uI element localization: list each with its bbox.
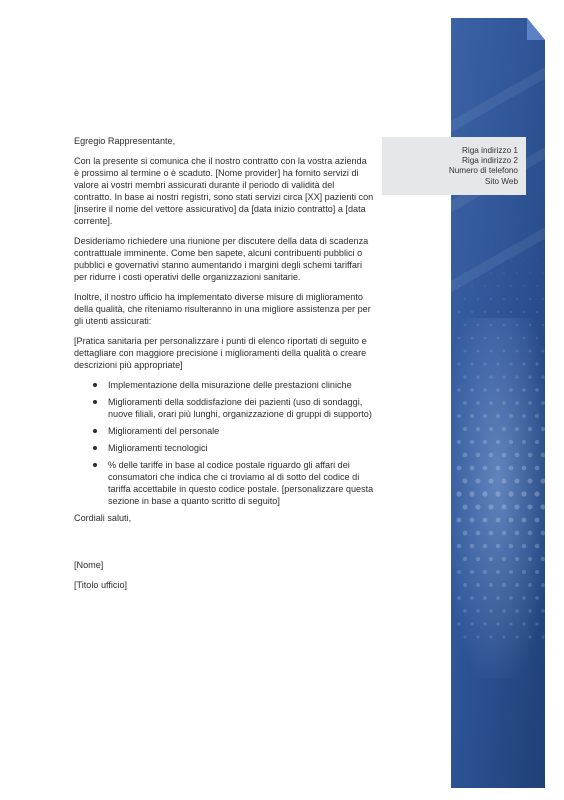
bokeh-dot bbox=[503, 220, 504, 221]
bokeh-dot bbox=[476, 583, 480, 587]
list-item: Miglioramenti della soddisfazione dei pazienti (uso di sondaggi, nuove filiali, orari più lunghi, organizzazione di gruppi di supporto) bbox=[108, 396, 374, 420]
bokeh-dot bbox=[463, 479, 468, 484]
bokeh-dot bbox=[509, 466, 514, 471]
bokeh-dot bbox=[534, 491, 539, 496]
bokeh-dot bbox=[471, 233, 472, 234]
bokeh-dot bbox=[476, 609, 479, 612]
bokeh-dot bbox=[458, 337, 461, 340]
bokeh-dot bbox=[510, 259, 512, 261]
bokeh-dot bbox=[483, 544, 487, 548]
bokeh-dot bbox=[510, 311, 512, 313]
bokeh-dot bbox=[463, 427, 467, 431]
bokeh-dot bbox=[542, 298, 544, 300]
phone-number: Numero di telefono bbox=[448, 166, 518, 176]
bokeh-dot bbox=[464, 324, 467, 327]
bokeh-dot bbox=[458, 285, 460, 287]
bokeh-dot bbox=[535, 596, 539, 600]
bokeh-dot bbox=[522, 440, 526, 444]
bokeh-dot bbox=[509, 596, 513, 600]
bokeh-dot bbox=[515, 427, 519, 431]
bokeh-dot bbox=[541, 427, 545, 431]
bokeh-dot bbox=[529, 220, 530, 221]
bokeh-dot bbox=[536, 311, 538, 313]
bokeh-dot bbox=[509, 570, 513, 574]
bokeh-dot bbox=[529, 272, 531, 274]
bokeh-dot bbox=[484, 233, 485, 234]
bokeh-dot bbox=[476, 427, 480, 431]
bokeh-dot bbox=[503, 324, 506, 327]
signer-name: [Nome] bbox=[74, 560, 104, 570]
bokeh-dot bbox=[463, 583, 467, 587]
bokeh-dot bbox=[523, 285, 525, 287]
website: Sito Web bbox=[484, 176, 518, 186]
bokeh-dot bbox=[470, 518, 475, 523]
address-line-1: Riga indirizzo 1 bbox=[462, 146, 518, 155]
bokeh-dot bbox=[483, 570, 487, 574]
decorative-side-band bbox=[451, 18, 545, 788]
bokeh-dot bbox=[457, 570, 461, 574]
bokeh-dot bbox=[457, 414, 461, 418]
bokeh-dot bbox=[522, 570, 526, 574]
bokeh-dot bbox=[535, 362, 538, 365]
bokeh-dot bbox=[523, 207, 524, 208]
bokeh-dot bbox=[464, 246, 465, 247]
letter-body bbox=[74, 135, 374, 599]
bokeh-dot bbox=[457, 596, 461, 600]
bokeh-dot bbox=[501, 504, 506, 509]
list-item: Miglioramenti del personale bbox=[108, 425, 374, 437]
bokeh-dot bbox=[457, 518, 462, 523]
bokeh-dot bbox=[496, 622, 499, 625]
bokeh-dot bbox=[497, 285, 499, 287]
bokeh-dot bbox=[509, 414, 513, 418]
bokeh-dot bbox=[523, 233, 524, 234]
bokeh-dot bbox=[541, 583, 545, 587]
bokeh-dot bbox=[528, 427, 532, 431]
bokeh-dot bbox=[535, 466, 540, 471]
bokeh-dot bbox=[528, 609, 531, 612]
closing: Cordiali saluti, bbox=[74, 513, 132, 523]
bokeh-dot bbox=[464, 298, 466, 300]
bokeh-dot bbox=[515, 375, 518, 378]
bokeh-dot bbox=[464, 220, 465, 221]
bokeh-dot bbox=[483, 440, 487, 444]
list-item: Implementazione della misurazione delle prestazioni cliniche bbox=[108, 379, 374, 391]
bokeh-dot bbox=[502, 479, 507, 484]
bokeh-dot bbox=[522, 622, 525, 625]
bokeh-dot bbox=[497, 259, 499, 261]
bokeh-dot bbox=[495, 491, 500, 496]
bokeh-dot bbox=[528, 635, 531, 638]
bokeh-dot bbox=[483, 362, 486, 365]
bokeh-dot bbox=[470, 388, 474, 392]
bokeh-dot bbox=[476, 531, 481, 536]
bokeh-dot bbox=[477, 272, 479, 274]
bokeh-dot bbox=[529, 246, 530, 247]
bokeh-dot bbox=[463, 557, 467, 561]
bokeh-dot bbox=[496, 466, 501, 471]
bokeh-dot bbox=[542, 246, 543, 247]
bokeh-dot bbox=[509, 622, 512, 625]
bokeh-dot bbox=[510, 207, 511, 208]
bokeh-dot bbox=[476, 401, 480, 405]
bokeh-dot bbox=[515, 557, 519, 561]
bokeh-dot bbox=[484, 207, 485, 208]
bokeh-dot bbox=[470, 596, 474, 600]
bokeh-dot bbox=[470, 544, 474, 548]
bokeh-dot bbox=[457, 388, 461, 392]
bokeh-dot bbox=[529, 350, 532, 353]
bokeh-dot bbox=[470, 466, 475, 471]
bokeh-dot bbox=[515, 453, 520, 458]
bokeh-dot bbox=[477, 350, 480, 353]
bokeh-dot bbox=[489, 479, 494, 484]
bokeh-dot bbox=[536, 233, 537, 234]
bokeh-dot bbox=[516, 272, 518, 274]
bokeh-dot bbox=[457, 362, 460, 365]
bokeh-dot bbox=[515, 583, 519, 587]
bokeh-dot bbox=[496, 440, 500, 444]
bokeh-dot bbox=[463, 609, 466, 612]
bokeh-dot bbox=[462, 504, 467, 509]
bokeh-dot bbox=[477, 324, 480, 327]
bokeh-dot bbox=[490, 246, 491, 247]
bokeh-dot bbox=[458, 233, 459, 234]
list-item: % delle tariffe in base al codice postale riguardo gli affari dei consumatori che indica che ci troviamo al di sotto del codice di tariffa accettabile in questo codice postale. [personalizzare questa sezione in base a quanto scritto di seguito] bbox=[108, 460, 374, 506]
bokeh-dot bbox=[515, 531, 520, 536]
bokeh-dot bbox=[469, 491, 474, 496]
bokeh-dot bbox=[497, 207, 498, 208]
bokeh-dot bbox=[522, 466, 527, 471]
paragraph: Inoltre, il nostro ufficio ha implementato diverse misure di miglioramento della qualità, che riteniamo risulteranno in una migliore assistenza per per gli utenti assicurati: bbox=[74, 292, 371, 326]
bokeh-dot bbox=[496, 388, 500, 392]
bokeh-dot bbox=[484, 259, 486, 261]
bokeh-dot bbox=[458, 259, 460, 261]
bokeh-dot bbox=[471, 285, 473, 287]
bokeh-dot bbox=[483, 388, 487, 392]
address-line-2: Riga indirizzo 2 bbox=[462, 156, 518, 166]
bokeh-dot bbox=[528, 531, 533, 536]
bokeh-dot bbox=[515, 479, 520, 484]
bokeh-dot bbox=[503, 350, 506, 353]
bokeh-dot bbox=[528, 479, 533, 484]
bokeh-dot bbox=[515, 635, 518, 638]
bokeh-dot bbox=[536, 207, 537, 208]
salutation: Egregio Rappresentante, bbox=[74, 136, 176, 146]
bokeh-dot bbox=[516, 350, 519, 353]
bokeh-dot bbox=[522, 544, 526, 548]
paragraph: Con la presente si comunica che il nostro contratto con la vostra azienda è prossimo al termine o è scaduto. [Nome provider] ha fornito servizi di valore ai vostri membri assicurati durante il periodo di validità del contratto. In base ai nostri registri, sono stati servizi circa [XX] pazienti con [inserire il nome del vettore assicurativo] da [data inizio contratto] a [data corrente]. bbox=[74, 156, 374, 226]
bokeh-dot bbox=[476, 479, 481, 484]
bokeh-dot bbox=[496, 596, 500, 600]
bokeh-dot bbox=[521, 491, 526, 496]
bokeh-dot bbox=[542, 324, 545, 327]
bokeh-dot bbox=[503, 298, 505, 300]
bokeh-dot bbox=[463, 531, 468, 536]
bokeh-dot bbox=[483, 596, 487, 600]
bokeh-dot bbox=[502, 453, 507, 458]
bokeh-dot bbox=[516, 298, 518, 300]
bokeh-dot bbox=[508, 491, 513, 496]
bokeh-dot bbox=[509, 362, 512, 365]
bokeh-dot bbox=[510, 337, 513, 340]
bokeh-dot bbox=[522, 596, 526, 600]
bokeh-dot bbox=[471, 337, 474, 340]
bokeh-dot bbox=[476, 557, 480, 561]
bokeh-dot bbox=[497, 337, 500, 340]
bokeh-dot bbox=[463, 635, 466, 638]
bokeh-dot bbox=[496, 518, 501, 523]
bokeh-dot bbox=[457, 544, 461, 548]
paragraph: [Pratica sanitaria per personalizzare i punti di elenco riportati di seguito e dettagliare con maggiore precisione i miglioramenti della qualità o creare descrizioni più appropriate] bbox=[74, 336, 367, 370]
bokeh-dot bbox=[528, 401, 532, 405]
bokeh-dot bbox=[489, 401, 493, 405]
bokeh-dot bbox=[528, 583, 532, 587]
bokeh-dot bbox=[528, 375, 531, 378]
bokeh-dot bbox=[509, 518, 514, 523]
bokeh-dot bbox=[541, 557, 545, 561]
bokeh-dot bbox=[489, 583, 493, 587]
bokeh-dot bbox=[522, 362, 525, 365]
bokeh-dot bbox=[496, 362, 499, 365]
bokeh-dot bbox=[464, 350, 467, 353]
bokeh-dot bbox=[509, 440, 513, 444]
bokeh-dot bbox=[523, 311, 525, 313]
bokeh-dot bbox=[471, 259, 473, 261]
bokeh-dot bbox=[496, 570, 500, 574]
bokeh-dot bbox=[542, 350, 545, 353]
bokeh-dot bbox=[503, 246, 504, 247]
bokeh-dot bbox=[496, 544, 500, 548]
bokeh-dot bbox=[535, 388, 539, 392]
bokeh-dot bbox=[476, 635, 479, 638]
bokeh-dot bbox=[471, 311, 473, 313]
bokeh-dot bbox=[541, 635, 544, 638]
bokeh-dot bbox=[522, 518, 527, 523]
bokeh-dot bbox=[541, 609, 544, 612]
bokeh-dot bbox=[535, 544, 539, 548]
bokeh-dot bbox=[489, 375, 492, 378]
bokeh-dot bbox=[483, 414, 487, 418]
bokeh-dot bbox=[470, 440, 474, 444]
bokeh-dot bbox=[470, 570, 474, 574]
bokeh-dot bbox=[536, 259, 538, 261]
bokeh-dot bbox=[484, 337, 487, 340]
bokeh-dot bbox=[489, 453, 494, 458]
bokeh-dot bbox=[509, 388, 513, 392]
bokeh-dot bbox=[484, 311, 486, 313]
bokeh-dot bbox=[535, 518, 540, 523]
bokeh-dot bbox=[510, 233, 511, 234]
bokeh-dot bbox=[489, 635, 492, 638]
bokeh-dot bbox=[502, 557, 506, 561]
bokeh-dot bbox=[541, 401, 545, 405]
bokeh-dot bbox=[535, 414, 539, 418]
bokeh-dot bbox=[490, 272, 492, 274]
bokeh-dot bbox=[516, 220, 517, 221]
signer-title: [Titolo ufficio] bbox=[74, 580, 128, 590]
bokeh-dot bbox=[502, 427, 506, 431]
bokeh-dot bbox=[482, 491, 487, 496]
bokeh-dot bbox=[527, 504, 532, 509]
bokeh-dot bbox=[529, 298, 531, 300]
bokeh-dot bbox=[457, 466, 462, 471]
bokeh-dot bbox=[490, 298, 492, 300]
bokeh-dot bbox=[502, 531, 507, 536]
bokeh-dot bbox=[477, 246, 478, 247]
bokeh-dot bbox=[502, 635, 505, 638]
address-box bbox=[382, 137, 526, 195]
bokeh-dot bbox=[503, 272, 505, 274]
bokeh-dot bbox=[510, 285, 512, 287]
bokeh-dot bbox=[496, 414, 500, 418]
bokeh-dot bbox=[497, 311, 499, 313]
bokeh-dot bbox=[515, 401, 519, 405]
bokeh-dot bbox=[489, 557, 493, 561]
bokeh-dot bbox=[529, 324, 532, 327]
bokeh-dot bbox=[502, 401, 506, 405]
bokeh-dot bbox=[523, 259, 525, 261]
bokeh-dot bbox=[490, 350, 493, 353]
bokeh-dot bbox=[464, 272, 466, 274]
bokeh-dot bbox=[536, 285, 538, 287]
bokeh-dot bbox=[457, 440, 461, 444]
bokeh-dot bbox=[522, 388, 526, 392]
bokeh-dot bbox=[535, 622, 538, 625]
bokeh-dot bbox=[476, 453, 481, 458]
bokeh-dot bbox=[483, 466, 488, 471]
bokeh-dot bbox=[542, 220, 543, 221]
list-item: Miglioramenti tecnologici bbox=[108, 442, 374, 454]
bokeh-dot bbox=[483, 622, 486, 625]
bokeh-dot bbox=[458, 207, 459, 208]
bokeh-dot bbox=[458, 311, 460, 313]
bokeh-dot bbox=[457, 622, 460, 625]
bokeh-dot bbox=[497, 233, 498, 234]
bokeh-dot bbox=[488, 504, 493, 509]
bokeh-dot bbox=[516, 324, 519, 327]
bokeh-dot bbox=[470, 362, 473, 365]
improvements-list bbox=[74, 379, 374, 507]
bokeh-dot bbox=[489, 609, 492, 612]
bokeh-dot bbox=[484, 285, 486, 287]
bokeh-dot bbox=[523, 337, 526, 340]
bokeh-dot bbox=[528, 453, 533, 458]
bokeh-dot bbox=[489, 427, 493, 431]
bokeh-dot bbox=[502, 583, 506, 587]
bokeh-dot bbox=[471, 207, 472, 208]
bokeh-dot bbox=[477, 298, 479, 300]
bokeh-dot bbox=[489, 531, 494, 536]
bokeh-dot bbox=[541, 375, 544, 378]
bokeh-dot bbox=[483, 518, 488, 523]
bokeh-dot bbox=[477, 220, 478, 221]
bokeh-dot bbox=[463, 401, 467, 405]
side-band-graphic bbox=[451, 18, 545, 788]
bokeh-dot bbox=[515, 609, 518, 612]
bokeh-dot bbox=[463, 453, 468, 458]
bokeh-dot bbox=[502, 375, 505, 378]
bokeh-dot bbox=[528, 557, 532, 561]
bokeh-dot bbox=[542, 272, 544, 274]
bokeh-dot bbox=[514, 504, 519, 509]
bokeh-dot bbox=[509, 544, 513, 548]
bokeh-dot bbox=[502, 609, 505, 612]
bokeh-dot bbox=[463, 375, 466, 378]
bokeh-dot bbox=[490, 324, 493, 327]
bokeh-dot bbox=[470, 414, 474, 418]
bokeh-dot bbox=[536, 337, 539, 340]
bokeh-dot bbox=[535, 570, 539, 574]
bokeh-dot bbox=[490, 220, 491, 221]
bokeh-dot bbox=[475, 504, 480, 509]
bokeh-dot bbox=[470, 622, 473, 625]
bokeh-dot bbox=[516, 246, 517, 247]
bokeh-dot bbox=[535, 440, 539, 444]
bokeh-dot bbox=[522, 414, 526, 418]
bokeh-dot bbox=[476, 375, 479, 378]
bokeh-dot bbox=[456, 491, 461, 496]
paragraph: Desideriamo richiedere una riunione per discutere della data di scadenza contrattuale imminente. Come ben sapete, alcuni contribuenti pubblici o pubblici e governativi stanno aumentando i margini degli schemi tariffari per ridurre i costi operativi delle organizzazioni sanitarie. bbox=[74, 236, 369, 282]
